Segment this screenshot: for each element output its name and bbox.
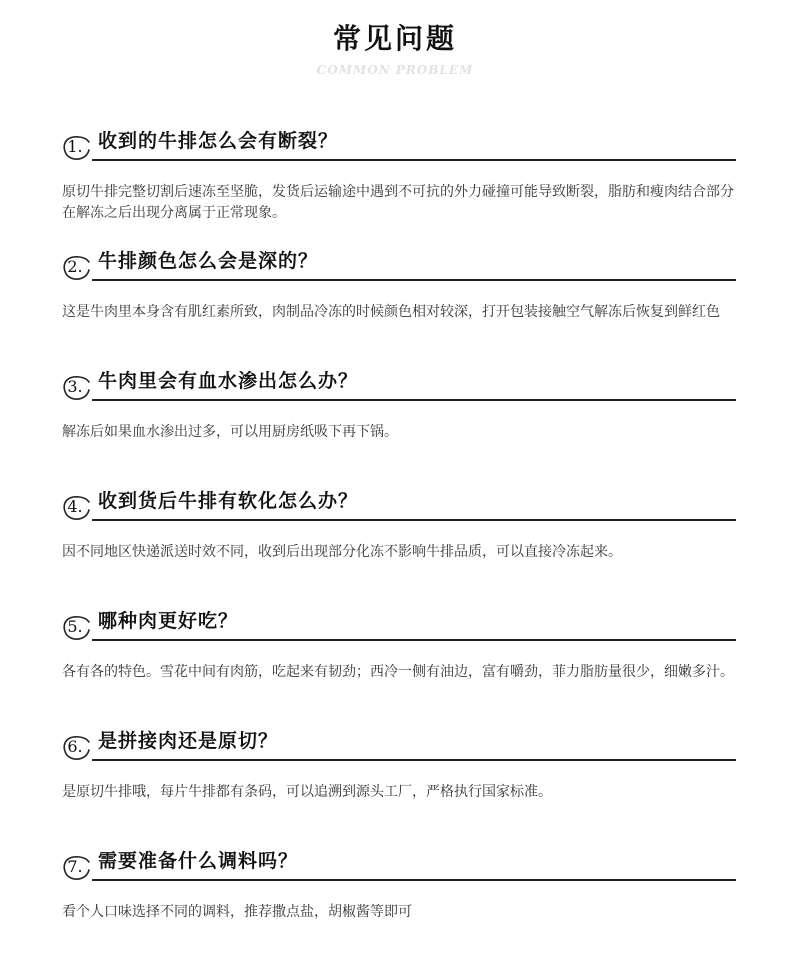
- faq-answer: 是原切牛排哦，每片牛排都有条码，可以追溯到源头工厂，严格执行国家标准。: [62, 784, 552, 800]
- faq-answer: 各有各的特色。雪花中间有肉筋，吃起来有韧劲；西冷一侧有油边，富有嚼劲，菲力脂肪量很少，细嫩多汁。: [62, 664, 734, 680]
- page-header: [0, 20, 790, 78]
- faq-question-row: [62, 484, 736, 522]
- faq-item-3: [62, 364, 736, 484]
- faq-question-row: [62, 244, 736, 282]
- faq-question: 收到的牛排怎么会有断裂？: [98, 130, 339, 152]
- question-number-badge: [62, 734, 90, 760]
- question-number: 3.: [67, 377, 83, 396]
- faq-question: 是拼接肉还是原切？: [98, 730, 279, 752]
- faq-answer: 原切牛排完整切割后速冻至坚脆，发货后运输途中遇到不可抗的外力碰撞可能导致断裂，脂肪和瘦肉结合部分在解冻之后出现分离属于正常现象。: [62, 184, 734, 221]
- faq-item-4: [62, 484, 736, 604]
- faq-item-2: [62, 244, 736, 364]
- question-number: 7.: [67, 857, 83, 876]
- faq-question-row: [62, 844, 736, 882]
- faq-question: 需要准备什么调料吗？: [98, 850, 299, 872]
- question-number-badge: [62, 494, 90, 520]
- faq-question: 哪种肉更好吃？: [98, 610, 239, 632]
- question-number: 4.: [67, 497, 83, 516]
- question-number-badge: [62, 134, 90, 160]
- question-underline: [92, 399, 736, 401]
- faq-question-row: [62, 124, 736, 162]
- question-underline: [92, 279, 736, 281]
- question-number-badge: [62, 254, 90, 280]
- faq-question: 牛排颜色怎么会是深的？: [98, 250, 319, 272]
- faq-list: [62, 124, 736, 964]
- page-subtitle: COMMON PROBLEM: [316, 63, 474, 77]
- question-number: 5.: [67, 617, 83, 636]
- question-number: 1.: [67, 137, 83, 156]
- faq-question: 收到货后牛排有软化怎么办？: [98, 490, 359, 512]
- faq-item-5: [62, 604, 736, 724]
- question-underline: [92, 639, 736, 641]
- faq-question-row: [62, 604, 736, 642]
- question-number-badge: [62, 374, 90, 400]
- question-underline: [92, 159, 736, 161]
- faq-question-row: [62, 724, 736, 762]
- faq-question-row: [62, 364, 736, 402]
- question-underline: [92, 879, 736, 881]
- faq-item-7: [62, 844, 736, 964]
- faq-item-1: [62, 124, 736, 244]
- faq-question: 牛肉里会有血水渗出怎么办？: [98, 370, 359, 392]
- question-number: 2.: [67, 257, 83, 276]
- faq-answer: 解冻后如果血水渗出过多，可以用厨房纸吸下再下锅。: [62, 424, 398, 440]
- question-underline: [92, 519, 736, 521]
- page-title: 常见问题: [332, 22, 457, 55]
- faq-answer: 这是牛肉里本身含有肌红素所致，肉制品冷冻的时候颜色相对较深，打开包装接触空气解冻后恢复到鲜红色: [62, 304, 720, 320]
- question-number-badge: [62, 614, 90, 640]
- faq-answer: 看个人口味选择不同的调料，推荐撒点盐，胡椒酱等即可: [62, 904, 412, 920]
- faq-item-6: [62, 724, 736, 844]
- faq-answer: 因不同地区快递派送时效不同，收到后出现部分化冻不影响牛排品质，可以直接冷冻起来。: [62, 544, 622, 560]
- question-underline: [92, 759, 736, 761]
- question-number: 6.: [67, 737, 83, 756]
- question-number-badge: [62, 854, 90, 880]
